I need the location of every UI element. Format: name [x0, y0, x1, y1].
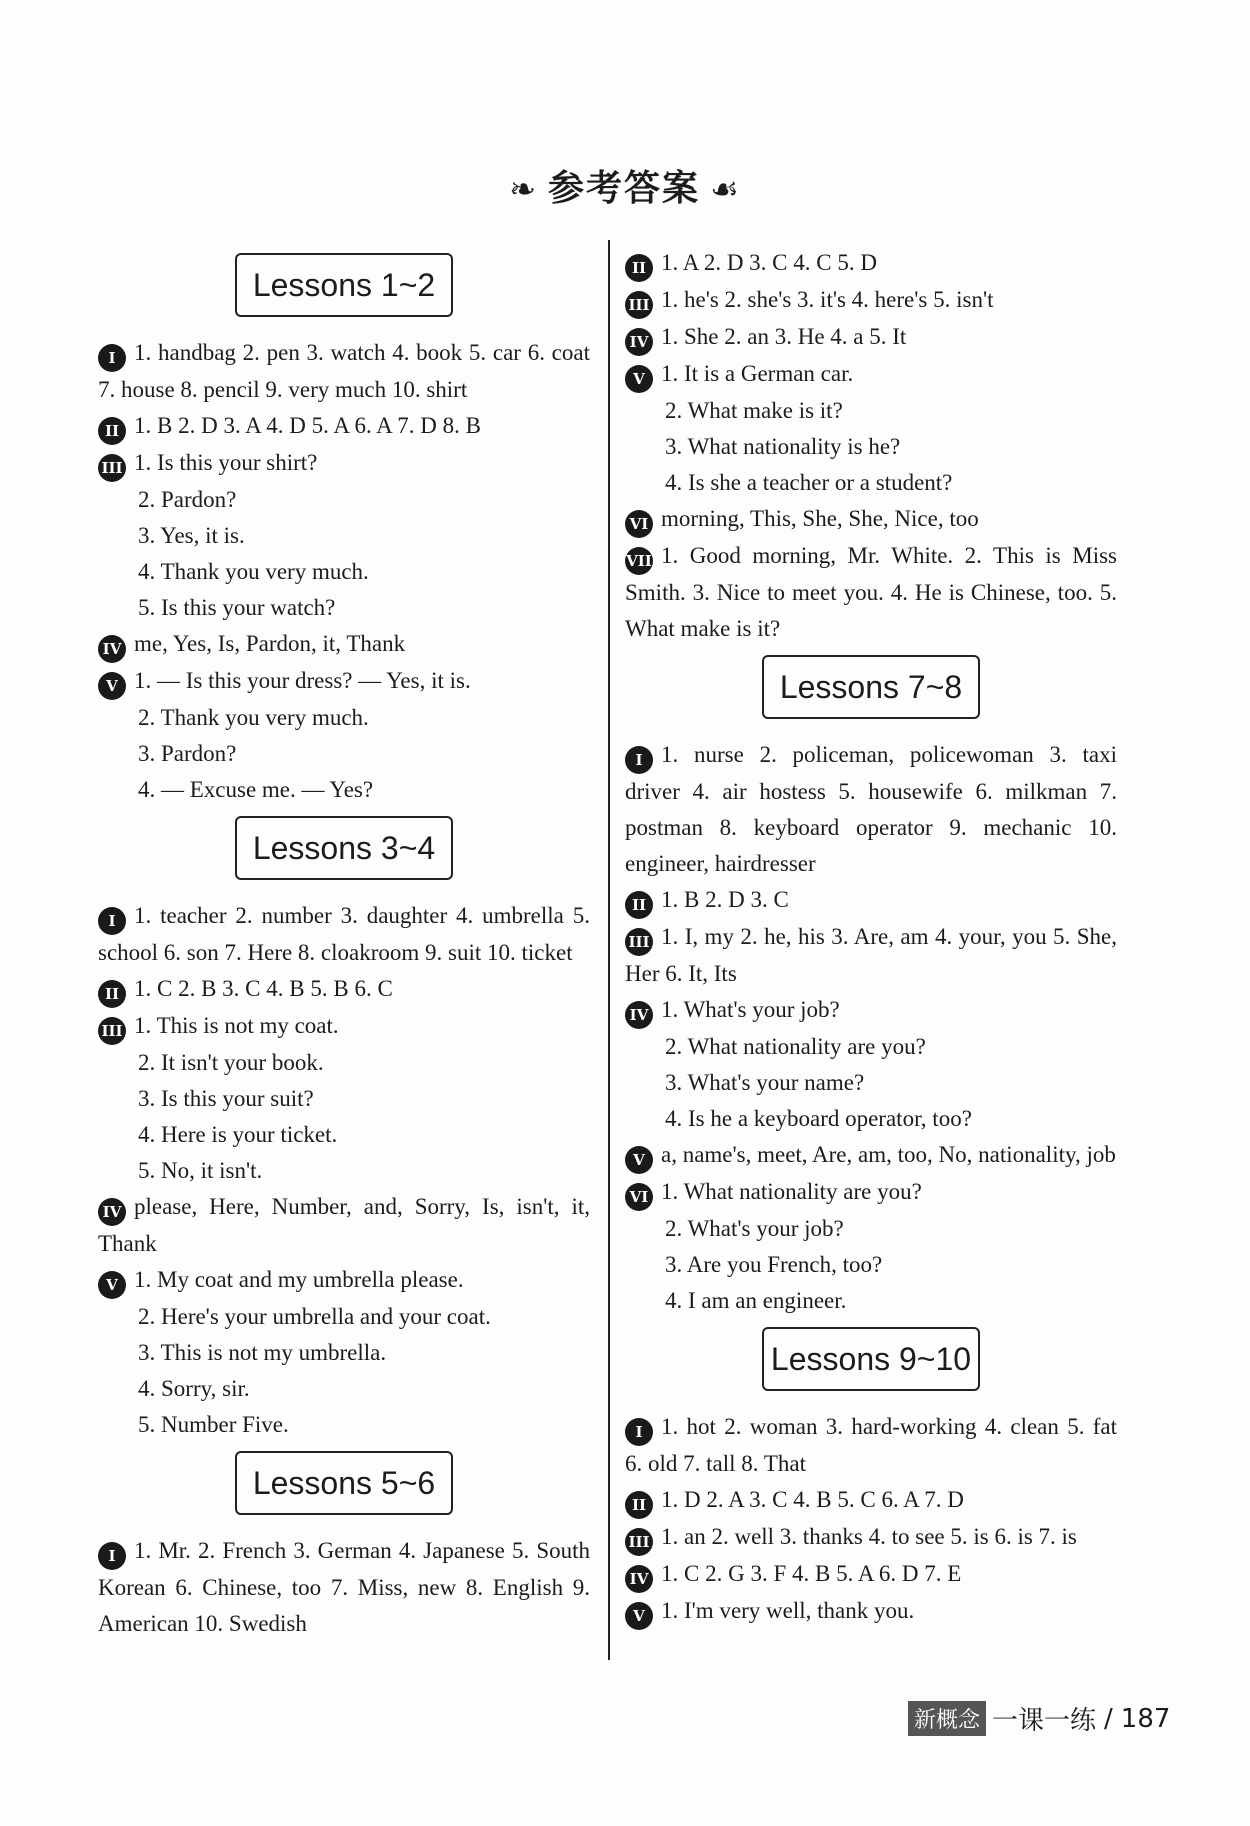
- answer-item: I 1. Mr. 2. French 3. German 4. Japanese 5. South Korean 6. Chinese, too 7. Miss, new 8. English 9. American 10. Swedish: [98, 1538, 590, 1636]
- numeral-badge: IV: [625, 1565, 653, 1593]
- lessons-3-4-heading: Lessons 3~4: [235, 816, 453, 880]
- answer-item: I 1. nurse 2. policeman, policewoman 3. taxi driver 4. air hostess 5. housewife 6. milkman 7. postman 8. keyboard operator 9. mechanic 10. engineer, hairdresser: [625, 742, 1117, 876]
- answer-line: 4. Is she a teacher or a student?: [665, 470, 953, 495]
- numeral-badge: I: [98, 1542, 126, 1570]
- numeral-badge: IV: [625, 328, 653, 356]
- answer-item: III 1. he's 2. she's 3. it's 4. here's 5. isn't: [625, 282, 1117, 319]
- answer-item: IV 1. What's your job?: [625, 992, 1117, 1029]
- flourish-left-icon: ❧: [509, 170, 539, 208]
- numeral-badge: I: [98, 907, 126, 935]
- numeral-badge: II: [98, 417, 126, 445]
- answer-item: V 1. I'm very well, thank you.: [625, 1593, 1117, 1630]
- numeral-badge: VI: [625, 1183, 653, 1211]
- answer-item: VI morning, This, She, She, Nice, too: [625, 501, 1117, 538]
- title-text: 参考答案: [548, 168, 701, 209]
- answer-line: 2. What nationality are you?: [665, 1034, 926, 1059]
- numeral-badge: III: [98, 1017, 126, 1045]
- series-label: 一课一练: [992, 1706, 1097, 1736]
- answer-line: 3. Are you French, too?: [665, 1252, 883, 1277]
- numeral-badge: I: [625, 1418, 653, 1446]
- answer-line: 4. Thank you very much.: [138, 559, 369, 584]
- answer-item: IV 1. She 2. an 3. He 4. a 5. It: [625, 319, 1117, 356]
- lessons-9-10-heading: Lessons 9~10: [762, 1327, 980, 1391]
- answer-line: 5. Number Five.: [138, 1412, 289, 1437]
- answer-line: 3. This is not my umbrella.: [138, 1340, 387, 1365]
- answer-item: II 1. D 2. A 3. C 4. B 5. C 6. A 7. D: [625, 1482, 1117, 1519]
- numeral-badge: V: [98, 1271, 126, 1299]
- answer-item: IV please, Here, Number, and, Sorry, Is, isn't, it, Thank: [98, 1194, 590, 1256]
- flourish-right-icon: ☙: [710, 170, 741, 208]
- answer-item: III 1. I, my 2. he, his 3. Are, am 4. your, you 5. She, Her 6. It, Its: [625, 924, 1117, 986]
- lessons-7-8-heading: Lessons 7~8: [762, 655, 980, 719]
- answer-item: III 1. an 2. well 3. thanks 4. to see 5. is 6. is 7. is: [625, 1519, 1117, 1556]
- numeral-badge: II: [625, 1491, 653, 1519]
- numeral-badge: IV: [625, 1001, 653, 1029]
- answer-line: 3. What's your name?: [665, 1070, 865, 1095]
- answer-line: 5. No, it isn't.: [138, 1158, 263, 1183]
- lessons-1-2-heading: Lessons 1~2: [235, 253, 453, 317]
- answer-line: 4. I am an engineer.: [665, 1288, 847, 1313]
- footer-divider: /: [1104, 1703, 1113, 1734]
- answer-line: 2. Thank you very much.: [138, 705, 369, 730]
- numeral-badge: VI: [625, 510, 653, 538]
- page-footer: [908, 1700, 1170, 1737]
- answer-line: 2. Pardon?: [138, 487, 237, 512]
- answer-item: IV me, Yes, Is, Pardon, it, Thank: [98, 626, 590, 663]
- numeral-badge: II: [98, 980, 126, 1008]
- numeral-badge: VII: [625, 547, 653, 575]
- answer-item: VI 1. What nationality are you?: [625, 1174, 1117, 1211]
- numeral-badge: V: [625, 365, 653, 393]
- answer-line: 2. What's your job?: [665, 1216, 844, 1241]
- column-divider: [608, 240, 610, 1660]
- answer-line: 2. What make is it?: [665, 398, 843, 423]
- right-column: [625, 245, 1117, 1630]
- numeral-badge: I: [625, 746, 653, 774]
- numeral-badge: IV: [98, 1198, 126, 1226]
- answer-item: III 1. This is not my coat.: [98, 1008, 590, 1045]
- answer-item: II 1. C 2. B 3. C 4. B 5. B 6. C: [98, 971, 590, 1008]
- answer-item: II 1. A 2. D 3. C 4. C 5. D: [625, 245, 1117, 282]
- answer-line: 4. Here is your ticket.: [138, 1122, 338, 1147]
- numeral-badge: III: [625, 1528, 653, 1556]
- answer-line: 2. Here's your umbrella and your coat.: [138, 1304, 491, 1329]
- numeral-badge: I: [98, 344, 126, 372]
- answer-item: II 1. B 2. D 3. C: [625, 882, 1117, 919]
- answer-line: 5. Is this your watch?: [138, 595, 336, 620]
- answer-line: 4. — Excuse me. — Yes?: [138, 777, 374, 802]
- numeral-badge: V: [625, 1146, 653, 1174]
- answer-line: 3. Yes, it is.: [138, 523, 245, 548]
- answer-line: 3. What nationality is he?: [665, 434, 901, 459]
- numeral-badge: IV: [98, 635, 126, 663]
- answer-item: V 1. My coat and my umbrella please.: [98, 1262, 590, 1299]
- answer-item: II 1. B 2. D 3. A 4. D 5. A 6. A 7. D 8. B: [98, 408, 590, 445]
- numeral-badge: V: [625, 1602, 653, 1630]
- answer-item: VII 1. Good morning, Mr. White. 2. This is Miss Smith. 3. Nice to meet you. 4. He is Chinese, too. 5. What make is it?: [625, 543, 1117, 641]
- answer-line: 4. Is he a keyboard operator, too?: [665, 1106, 972, 1131]
- answer-line: 3. Is this your suit?: [138, 1086, 314, 1111]
- answer-item: V 1. — Is this your dress? — Yes, it is.: [98, 663, 590, 700]
- answer-item: III 1. Is this your shirt?: [98, 445, 590, 482]
- answer-item: V 1. It is a German car.: [625, 356, 1117, 393]
- numeral-badge: II: [625, 891, 653, 919]
- lessons-5-6-heading: Lessons 5~6: [235, 1451, 453, 1515]
- numeral-badge: II: [625, 254, 653, 282]
- answer-line: 4. Sorry, sir.: [138, 1376, 250, 1401]
- answer-line: 3. Pardon?: [138, 741, 237, 766]
- answer-item: IV 1. C 2. G 3. F 4. B 5. A 6. D 7. E: [625, 1556, 1117, 1593]
- answer-line: 2. It isn't your book.: [138, 1050, 324, 1075]
- answer-item: V a, name's, meet, Are, am, too, No, nationality, job: [625, 1137, 1117, 1174]
- page-title: [0, 160, 1250, 211]
- page-number: 187: [1120, 1703, 1171, 1734]
- numeral-badge: III: [625, 928, 653, 956]
- answer-item: I 1. hot 2. woman 3. hard-working 4. clean 5. fat 6. old 7. tall 8. That: [625, 1414, 1117, 1476]
- numeral-badge: III: [98, 454, 126, 482]
- brand-label: 新概念: [908, 1701, 986, 1736]
- numeral-badge: V: [98, 672, 126, 700]
- left-column: [98, 245, 590, 1642]
- answer-item: I 1. teacher 2. number 3. daughter 4. umbrella 5. school 6. son 7. Here 8. cloakroom 9. suit 10. ticket: [98, 903, 590, 965]
- numeral-badge: III: [625, 291, 653, 319]
- answer-item: I 1. handbag 2. pen 3. watch 4. book 5. car 6. coat 7. house 8. pencil 9. very much 10. shirt: [98, 340, 590, 402]
